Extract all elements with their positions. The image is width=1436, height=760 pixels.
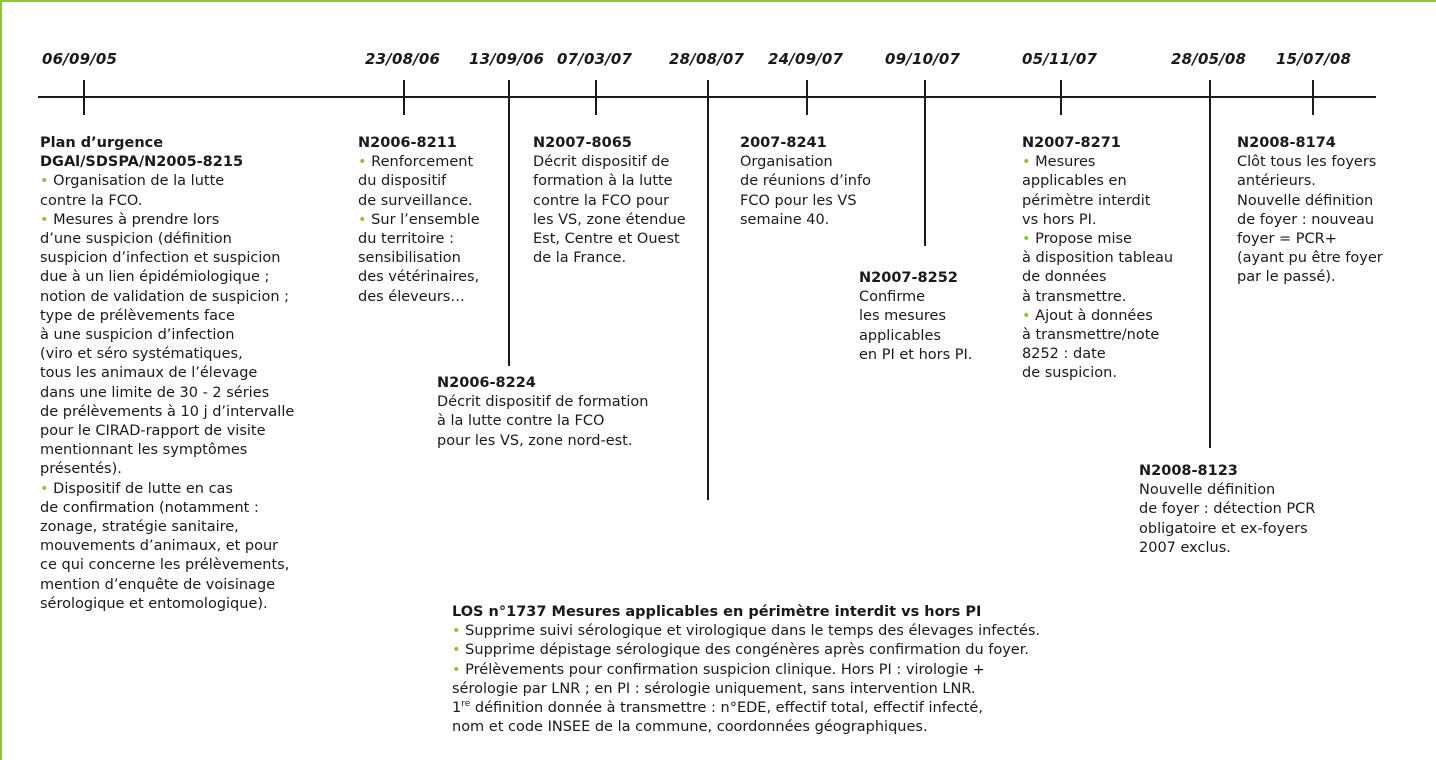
- date-label: 23/08/06: [365, 50, 441, 68]
- event-line: [452, 641, 1040, 660]
- event-line-text: à transmettre.: [1022, 288, 1127, 305]
- event-line: [859, 307, 972, 326]
- event-line: [40, 384, 294, 403]
- event-line-text: d’une suspicion (définition: [40, 231, 232, 248]
- event-note: [1237, 134, 1383, 288]
- event-line-text: Ajout à données: [1035, 307, 1153, 324]
- date-label: 07/03/07: [557, 50, 633, 68]
- event-line-text: pour les VS, zone nord-est.: [437, 432, 633, 449]
- bullet-icon: •: [40, 173, 54, 190]
- event-line: [40, 211, 294, 230]
- event-line: [358, 288, 480, 307]
- event-line: [40, 480, 294, 499]
- event-line-text: des vétérinaires,: [358, 269, 480, 286]
- event-line-text: type de prélèvements face: [40, 307, 235, 324]
- event-line: [859, 346, 972, 365]
- event-line: [358, 172, 480, 191]
- event-line-text: FCO pour les VS: [740, 192, 857, 209]
- event-line-text: (ayant pu être foyer: [1237, 250, 1383, 267]
- event-line-text: notion de validation de suspicion ;: [40, 288, 289, 305]
- event-line-text: contre la FCO pour: [533, 192, 670, 209]
- event-note: [40, 134, 294, 614]
- event-line-text: à disposition tableau: [1022, 250, 1174, 267]
- event-title: N2008-8174: [1237, 135, 1336, 151]
- event-line-text: sérologique et entomologique).: [40, 595, 268, 612]
- event-title: LOS n°1737 Mesures applicables en périmètre interdit vs hors PI: [452, 604, 982, 620]
- bullet-icon: •: [1022, 154, 1036, 171]
- event-line: [1022, 288, 1173, 307]
- event-line-text: de suspicion.: [1022, 365, 1117, 382]
- event-line-text: Nouvelle définition: [1237, 192, 1374, 209]
- event-note: [452, 603, 1040, 737]
- event-line-text: Renforcement: [371, 154, 474, 171]
- event-line-text: présentés).: [40, 461, 122, 478]
- event-line-text: par le passé).: [1237, 269, 1336, 286]
- date-label: 24/09/07: [768, 50, 844, 68]
- timeline-tick: [1312, 80, 1314, 115]
- event-line-text: Décrit dispositif de: [533, 154, 670, 171]
- event-line-text: ce qui concerne les prélèvements,: [40, 557, 290, 574]
- date-label: 28/08/07: [669, 50, 745, 68]
- event-line: [452, 661, 1040, 680]
- date-label: 15/07/08: [1276, 50, 1352, 68]
- event-line-text: suspicion d’infection et suspicion: [40, 250, 281, 267]
- event-line-text: vs hors PI.: [1022, 211, 1097, 228]
- event-line: [740, 192, 871, 211]
- event-line: [358, 230, 480, 249]
- event-line: [40, 595, 294, 614]
- event-line: [1022, 364, 1173, 383]
- event-line-text: mention d’enquête de voisinage: [40, 576, 276, 593]
- event-line-text: 2007 exclus.: [1139, 539, 1231, 556]
- event-line-text: de confirmation (notamment :: [40, 499, 259, 516]
- event-line: [533, 153, 686, 172]
- date-label: 05/11/07: [1022, 50, 1098, 68]
- event-line: [40, 441, 294, 460]
- timeline-tick: [806, 80, 808, 115]
- event-line-text: de données: [1022, 269, 1107, 286]
- event-line: [40, 518, 294, 537]
- event-note: [437, 374, 648, 451]
- event-note: [1022, 134, 1173, 384]
- bullet-icon: •: [40, 480, 54, 497]
- event-line: [40, 499, 294, 518]
- timeline-tick: [1060, 80, 1062, 115]
- event-line-text: pour le CIRAD-rapport de visite: [40, 423, 266, 440]
- timeline-tick: [924, 80, 926, 246]
- event-line: [1139, 520, 1315, 539]
- event-title: N2006-8211: [358, 135, 457, 151]
- event-line: [1022, 153, 1173, 172]
- event-line-text: Mesures: [1035, 154, 1096, 171]
- event-line: [40, 288, 294, 307]
- event-line: [1237, 211, 1383, 230]
- bullet-icon: •: [452, 661, 466, 678]
- event-line-text: les mesures: [859, 308, 947, 325]
- event-title: Plan d’urgence: [40, 135, 164, 151]
- event-line: [437, 412, 648, 431]
- timeline-tick: [508, 80, 510, 366]
- event-line-text: à une suspicion d’infection: [40, 327, 235, 344]
- event-line: [437, 432, 648, 451]
- event-title: N2007-8252: [859, 270, 958, 286]
- date-label: 09/10/07: [885, 50, 961, 68]
- event-line-text: du dispositif: [358, 173, 447, 190]
- event-line: [40, 460, 294, 479]
- event-title: N2007-8271: [1022, 135, 1121, 151]
- bullet-icon: •: [358, 154, 372, 171]
- event-line: [1139, 500, 1315, 519]
- event-line: [533, 192, 686, 211]
- event-line: [40, 249, 294, 268]
- event-line-text: sensibilisation: [358, 250, 461, 267]
- event-line-text: (viro et séro systématiques,: [40, 346, 243, 363]
- event-line: [358, 249, 480, 268]
- event-line: [358, 192, 480, 211]
- event-line: [1022, 268, 1173, 287]
- event-line-text: en PI et hors PI.: [859, 346, 973, 363]
- event-line: [740, 172, 871, 191]
- event-line-text: Clôt tous les foyers: [1237, 154, 1377, 171]
- event-line: [358, 153, 480, 172]
- event-title: DGAl/SDSPA/N2005-8215: [40, 154, 244, 171]
- date-label: 06/09/05: [42, 50, 118, 68]
- event-line-text: du territoire :: [358, 231, 454, 248]
- event-line-text: contre la FCO.: [40, 192, 143, 209]
- event-line-text: antérieurs.: [1237, 173, 1316, 190]
- event-line: [1022, 307, 1173, 326]
- event-line: [1237, 249, 1383, 268]
- event-line: [40, 422, 294, 441]
- event-line: [859, 288, 972, 307]
- event-line-text: applicables: [859, 327, 941, 344]
- event-line: [533, 211, 686, 230]
- event-line: [740, 153, 871, 172]
- event-line: [533, 249, 686, 268]
- event-line-text: applicables en: [1022, 173, 1127, 190]
- timeline-tick: [595, 80, 597, 115]
- bullet-icon: •: [40, 211, 54, 228]
- event-line: [1022, 172, 1173, 191]
- event-line-text: sérologie par LNR ; en PI : sérologie uniquement, sans intervention LNR.: [452, 680, 976, 697]
- event-line-text: zonage, stratégie sanitaire,: [40, 519, 239, 536]
- event-line: [1022, 192, 1173, 211]
- definition-superscript: re: [461, 699, 471, 710]
- date-label: 13/09/06: [469, 50, 545, 68]
- event-line: [1237, 230, 1383, 249]
- event-line: [40, 172, 294, 191]
- event-line: [533, 172, 686, 191]
- event-line-text: de foyer : détection PCR: [1139, 501, 1316, 518]
- event-line: [452, 622, 1040, 641]
- event-line: [1237, 268, 1383, 287]
- timeline-tick: [403, 80, 405, 115]
- event-line: [452, 680, 1040, 699]
- event-line: [452, 699, 1040, 718]
- event-line-text: à transmettre/note: [1022, 327, 1160, 344]
- event-line: [1139, 539, 1315, 558]
- bullet-icon: •: [452, 623, 466, 640]
- event-note: [1139, 462, 1315, 558]
- event-line-text: Organisation: [740, 154, 833, 171]
- event-line-text: Propose mise: [1035, 231, 1132, 248]
- event-line: [437, 393, 648, 412]
- event-line-text: mentionnant les symptômes: [40, 442, 248, 459]
- event-line: [1022, 326, 1173, 345]
- event-line-text: Est, Centre et Ouest: [533, 231, 680, 248]
- event-line: [40, 307, 294, 326]
- event-line: [1022, 230, 1173, 249]
- event-line-text: due à un lien épidémiologique ;: [40, 269, 270, 286]
- event-line: [40, 537, 294, 556]
- event-note: [740, 134, 871, 230]
- event-line-text: mouvements d’animaux, et pour: [40, 538, 279, 555]
- event-line: [1237, 153, 1383, 172]
- event-title: N2008-8123: [1139, 463, 1238, 479]
- event-line-text: de foyer : nouveau: [1237, 211, 1375, 228]
- event-line-text: les VS, zone étendue: [533, 211, 686, 228]
- bullet-icon: •: [452, 642, 466, 659]
- event-line-text: foyer = PCR+: [1237, 231, 1337, 248]
- definition-text: définition donnée à transmettre : n°EDE, effectif total, effectif infecté,: [470, 700, 983, 717]
- event-line: [40, 576, 294, 595]
- event-line-text: de réunions d’info: [740, 173, 871, 190]
- event-line: [1022, 249, 1173, 268]
- bullet-icon: •: [358, 211, 372, 228]
- event-line: [40, 230, 294, 249]
- event-line: [358, 268, 480, 287]
- timeline-tick: [1209, 80, 1211, 448]
- event-title: N2007-8065: [533, 135, 632, 151]
- event-line-text: Confirme: [859, 289, 926, 306]
- event-note: [358, 134, 480, 307]
- bullet-icon: •: [1022, 307, 1036, 324]
- event-title: 2007-8241: [740, 135, 827, 151]
- event-line-text: à la lutte contre la FCO: [437, 413, 605, 430]
- event-line: [40, 556, 294, 575]
- event-line-text: Nouvelle définition: [1139, 482, 1276, 499]
- event-line: [1022, 211, 1173, 230]
- event-line: [1022, 345, 1173, 364]
- event-line: [533, 230, 686, 249]
- date-label: 28/05/08: [1171, 50, 1247, 68]
- bullet-icon: •: [1022, 231, 1036, 248]
- event-line: nom et code INSEE de la commune, coordonnées géographiques.: [452, 719, 928, 736]
- event-line: [40, 364, 294, 383]
- event-line-text: tous les animaux de l’élevage: [40, 365, 258, 382]
- event-line: [40, 326, 294, 345]
- event-note: [533, 134, 686, 268]
- event-line: [358, 211, 480, 230]
- event-line-text: semaine 40.: [740, 211, 830, 228]
- event-line-text: périmètre interdit: [1022, 192, 1151, 209]
- event-line: [40, 192, 294, 211]
- event-note: [859, 269, 972, 365]
- event-line: [40, 268, 294, 287]
- event-line-text: Mesures à prendre lors: [53, 211, 220, 228]
- event-line: [859, 327, 972, 346]
- event-line: [40, 345, 294, 364]
- event-line: [1237, 192, 1383, 211]
- event-line-text: 8252 : date: [1022, 346, 1106, 363]
- event-line-text: de prélèvements à 10 j d’intervalle: [40, 403, 295, 420]
- event-line-text: Décrit dispositif de formation: [437, 394, 649, 411]
- event-line-text: de surveillance.: [358, 192, 473, 209]
- event-line: [1139, 481, 1315, 500]
- event-title: N2006-8224: [437, 375, 536, 391]
- event-line: [40, 403, 294, 422]
- event-line: [740, 211, 871, 230]
- event-line-text: Supprime suivi sérologique et virologique dans le temps des élevages infectés.: [465, 623, 1041, 640]
- event-line-text: Sur l’ensemble: [371, 211, 480, 228]
- event-line-text: des éleveurs…: [358, 288, 465, 305]
- definition-number: 1: [452, 700, 462, 717]
- event-line-text: Dispositif de lutte en cas: [53, 480, 233, 497]
- event-line-text: dans une limite de 30 - 2 séries: [40, 384, 270, 401]
- event-line-text: obligatoire et ex-foyers: [1139, 520, 1308, 537]
- event-line-text: Organisation de la lutte: [53, 173, 225, 190]
- event-line: [1237, 172, 1383, 191]
- event-line-text: Prélèvements pour confirmation suspicion clinique. Hors PI : virologie +: [465, 661, 985, 678]
- timeline-tick: [83, 80, 85, 115]
- event-line-text: formation à la lutte: [533, 173, 673, 190]
- event-line-text: de la France.: [533, 250, 627, 267]
- timeline-tick: [707, 80, 709, 500]
- event-line-text: Supprime dépistage sérologique des congénères après confirmation du foyer.: [465, 642, 1029, 659]
